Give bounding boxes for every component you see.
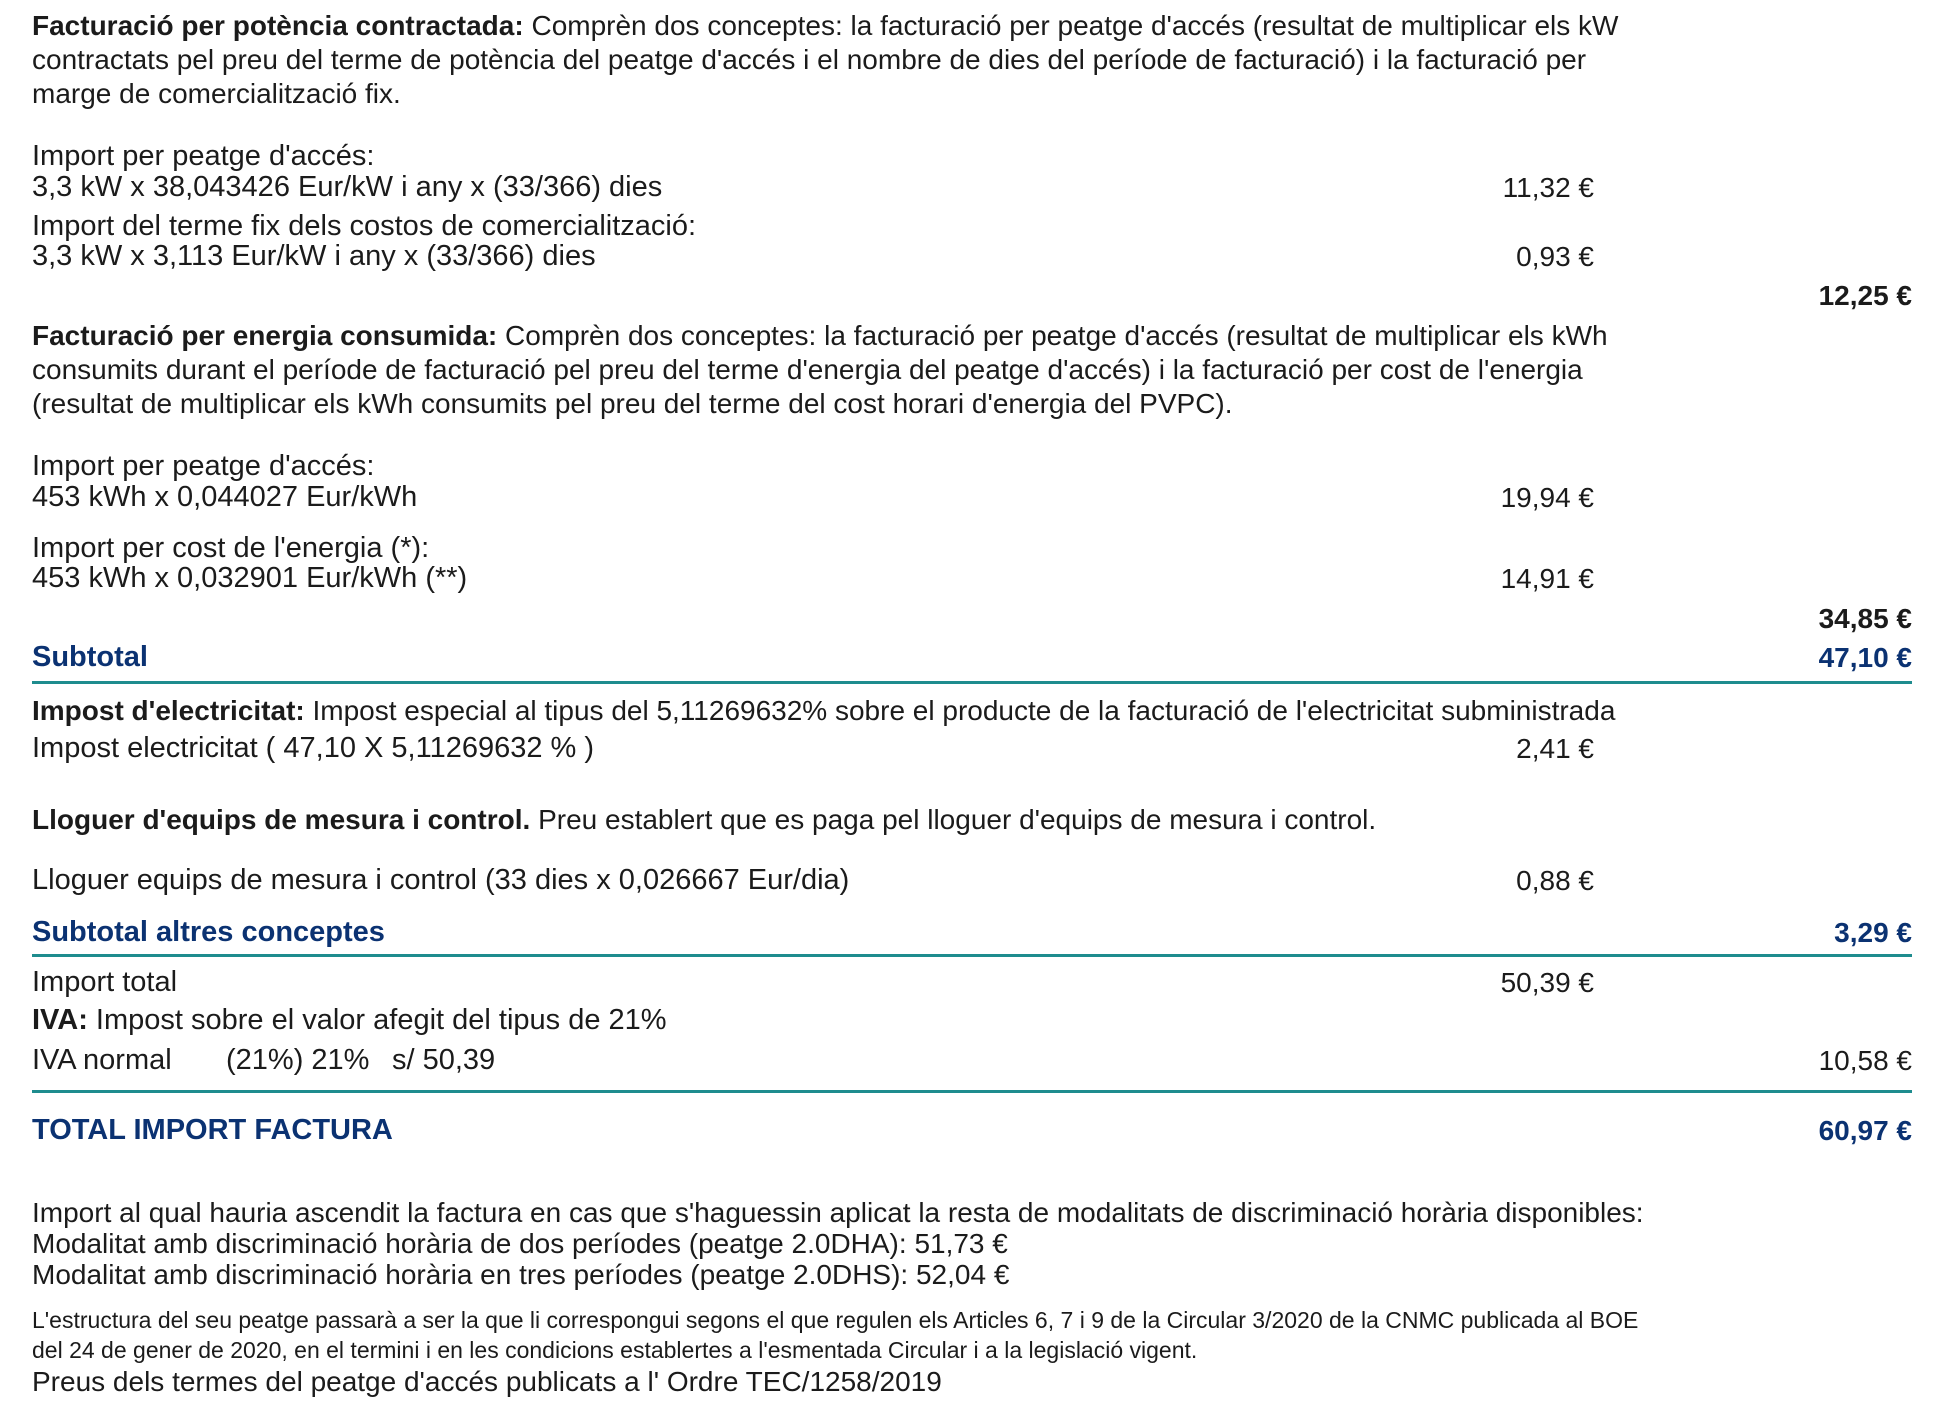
energia-total: 34,85 € — [1818, 603, 1912, 634]
energia-desc-line-3: (resultat de multiplicar els kWh consumits pel preu del terme del cost horari d'energia del PVPC). — [32, 388, 1233, 419]
energia-desc-line-2: consumits durant el període de facturació pel preu del terme d'energia del peatge d'accés) i la facturació per cost de l'energia — [32, 354, 1583, 385]
energia-peatge-label: Import per peatge d'accés: — [32, 450, 375, 482]
subtotal-divider — [32, 681, 1912, 684]
structure-note-line-2: del 24 de gener de 2020, en el termini i en les condicions establertes a l'esmentada Circular i a la legislació vigent. — [32, 1337, 1198, 1363]
potencia-peatge-label: Import per peatge d'accés: — [32, 140, 375, 172]
iva-desc: Impost sobre el valor afegit del tipus de 21% — [95, 1004, 667, 1036]
impost-amount: 2,41 € — [1516, 733, 1594, 764]
potencia-fix-formula: 3,3 kW x 3,113 Eur/kW i any x (33/366) dies — [32, 240, 596, 272]
potencia-desc-line-1 — [32, 9, 1618, 43]
iva-line-rate: (21%) 21% — [226, 1044, 370, 1076]
import-total-amount: 50,39 € — [1500, 967, 1594, 998]
prices-note: Preus dels termes del peatge d'accés publicats a l' Ordre TEC/1258/2019 — [32, 1366, 942, 1397]
lloguer-desc: Preu establert que es paga pel lloguer d'equips de mesura i control. — [538, 804, 1377, 835]
alternatives-dha: Modalitat amb discriminació horària de dos períodes (peatge 2.0DHA): 51,73 € — [32, 1228, 1008, 1259]
lloguer-line: Lloguer equips de mesura i control (33 dies x 0,026667 Eur/dia) — [32, 864, 850, 896]
total-factura-label: TOTAL IMPORT FACTURA — [32, 1114, 393, 1146]
energia-heading: Facturació per energia consumida: — [32, 320, 498, 351]
energia-cost-amount: 14,91 € — [1500, 563, 1594, 594]
iva-heading: IVA: — [32, 1004, 88, 1036]
potencia-desc-line-2: contractats pel preu del terme de potència del peatge d'accés i el nombre de dies del període de facturació) i la facturació per — [32, 44, 1587, 75]
potencia-heading: Facturació per potència contractada: — [32, 10, 524, 41]
iva-desc-line — [32, 1005, 667, 1036]
iva-line-base: s/ 50,39 — [392, 1044, 496, 1076]
impost-heading: Impost d'electricitat: — [32, 695, 305, 726]
import-total-label: Import total — [32, 966, 178, 998]
impost-desc-line — [32, 694, 1615, 728]
subtotal-altres-label: Subtotal altres conceptes — [32, 916, 385, 948]
energia-cost-formula: 453 kWh x 0,032901 Eur/kWh (**) — [32, 562, 468, 594]
subtotal-altres-amount: 3,29 € — [1834, 917, 1912, 948]
subtotal-label: Subtotal — [32, 641, 148, 673]
iva-line-name: IVA normal — [32, 1044, 172, 1076]
impost-line: Impost electricitat ( 47,10 X 5,11269632 % ) — [32, 732, 595, 764]
subtotal-altres-divider — [32, 954, 1912, 957]
potencia-total: 12,25 € — [1818, 280, 1912, 311]
iva-divider — [32, 1090, 1912, 1093]
potencia-desc-text-1: Comprèn dos conceptes: la facturació per peatge d'accés (resultat de multiplicar els kW — [531, 10, 1619, 41]
lloguer-desc-line — [32, 803, 1376, 837]
potencia-desc-line-3: marge de comercialització fix. — [32, 78, 401, 109]
lloguer-heading: Lloguer d'equips de mesura i control. — [32, 804, 531, 835]
potencia-peatge-formula: 3,3 kW x 38,043426 Eur/kW i any x (33/366) dies — [32, 171, 663, 203]
energia-peatge-amount: 19,94 € — [1500, 482, 1594, 513]
total-factura-amount: 60,97 € — [1818, 1115, 1912, 1146]
potencia-fix-amount: 0,93 € — [1516, 241, 1594, 272]
structure-note-line-1: L'estructura del seu peatge passarà a ser la que li correspongui segons el que regulen els Articles 6, 7 i 9 de la Circular 3/2020 de la CNMC publicada al BOE — [32, 1307, 1639, 1333]
iva-amount: 10,58 € — [1818, 1045, 1912, 1076]
energia-peatge-formula: 453 kWh x 0,044027 Eur/kWh — [32, 481, 418, 513]
impost-desc: Impost especial al tipus del 5,11269632% sobre el producte de la facturació de l'electricitat subministrada — [312, 695, 1616, 726]
alternatives-intro: Import al qual hauria ascendit la factura en cas que s'haguessin aplicat la resta de modalitats de discriminació horària disponibles: — [32, 1197, 1644, 1228]
energia-desc-text-1: Comprèn dos conceptes: la facturació per peatge d'accés (resultat de multiplicar els kWh — [505, 320, 1608, 351]
energia-cost-label: Import per cost de l'energia (*): — [32, 532, 430, 564]
alternatives-dhs: Modalitat amb discriminació horària en tres períodes (peatge 2.0DHS): 52,04 € — [32, 1259, 1010, 1290]
subtotal-amount: 47,10 € — [1818, 642, 1912, 673]
potencia-peatge-amount: 11,32 € — [1502, 172, 1594, 203]
potencia-fix-label: Import del terme fix dels costos de comercialització: — [32, 210, 697, 242]
energia-desc-line-1 — [32, 319, 1608, 353]
lloguer-amount: 0,88 € — [1516, 865, 1594, 896]
